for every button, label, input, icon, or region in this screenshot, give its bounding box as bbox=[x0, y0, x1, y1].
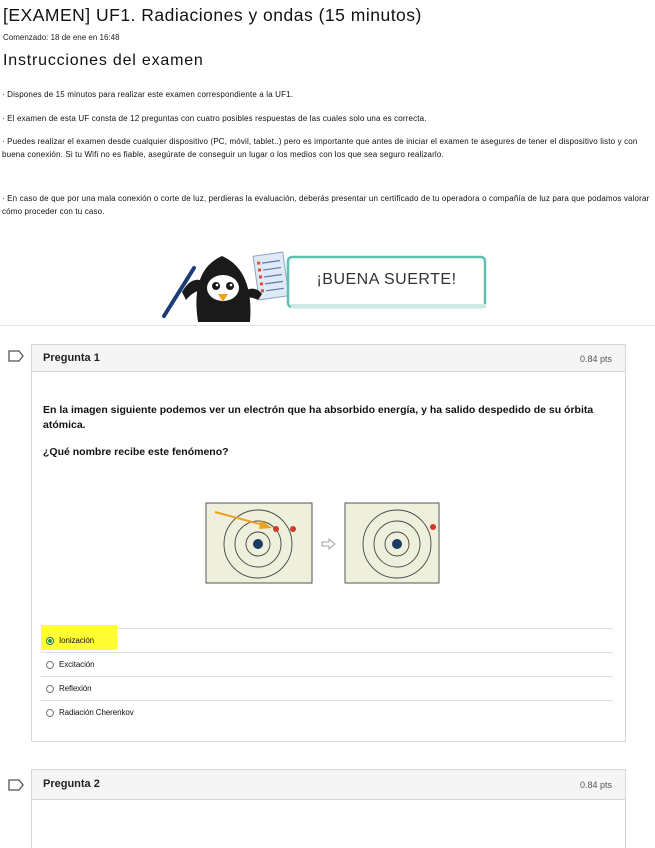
question-1-points: 0.84 pts bbox=[579, 354, 612, 364]
question-2-points: 0.84 pts bbox=[579, 780, 612, 790]
question-1-header bbox=[32, 345, 625, 372]
exam-started-date: Comenzado: 18 de ene en 16:48 bbox=[3, 33, 120, 42]
flag-question-icon[interactable] bbox=[8, 779, 24, 791]
instructions-heading: Instrucciones del examen bbox=[3, 52, 204, 69]
question-1-prompt: ¿Qué nombre recibe este fenómeno? bbox=[43, 446, 229, 458]
instruction-item-1: · Dispones de 15 minutos para realizar este examen correspondiente a la UF1. bbox=[2, 90, 294, 99]
electron-ionization-diagram bbox=[205, 502, 440, 584]
answer-label-4: Radiación Cherenkov bbox=[59, 708, 134, 717]
exam-title: [EXAMEN] UF1. Radiaciones y ondas (15 minutos) bbox=[3, 5, 422, 25]
answer-label-3: Reflexión bbox=[59, 684, 92, 693]
answer-option-1[interactable] bbox=[41, 628, 613, 652]
question-1-card bbox=[31, 344, 626, 742]
instruction-item-4: · En caso de que por una mala conexión o corte de luz, perdieras la evaluación, deberás presentar un certificado de tu operadora o compañía de luz para que podamos valorar cómo proceder con tu caso. bbox=[2, 194, 650, 216]
section-divider bbox=[0, 325, 655, 326]
answer-label-1: Ionización bbox=[59, 636, 95, 645]
banner-text: ¡BUENA SUERTE! bbox=[316, 271, 457, 288]
question-2-title: Pregunta 2 bbox=[43, 778, 100, 790]
answer-option-3[interactable] bbox=[41, 676, 613, 700]
question-1-answers bbox=[41, 628, 613, 724]
radio-icon[interactable] bbox=[46, 685, 54, 693]
flag-question-icon[interactable] bbox=[8, 350, 24, 362]
radio-selected-icon[interactable] bbox=[46, 637, 54, 645]
good-luck-banner bbox=[160, 250, 490, 322]
instruction-item-3: · Puedes realizar el examen desde cualquier dispositivo (PC, móvil, tablet..) pero es importante que antes de iniciar el examen te asegures de tener el dispositivo listo y con buena conexión. Si tu Wifi no es fiable, asegúrate de conseguir un lugar o los medios con los que sea seguro realizarlo. bbox=[2, 137, 638, 159]
question-1-title: Pregunta 1 bbox=[43, 352, 100, 364]
answer-label-2: Excitación bbox=[59, 660, 95, 669]
answer-option-2[interactable] bbox=[41, 652, 613, 676]
radio-icon[interactable] bbox=[46, 661, 54, 669]
answer-option-4[interactable] bbox=[41, 700, 613, 724]
question-2-header bbox=[32, 770, 625, 800]
radio-icon[interactable] bbox=[46, 709, 54, 717]
question-2-card bbox=[31, 769, 626, 848]
instruction-item-2: · El examen de esta UF consta de 12 preguntas con cuatro posibles respuestas de las cuales solo una es correcta. bbox=[2, 114, 427, 123]
question-1-text: En la imagen siguiente podemos ver un electrón que ha absorbido energía, y ha salido despedido de su órbita atómica. bbox=[43, 404, 594, 431]
